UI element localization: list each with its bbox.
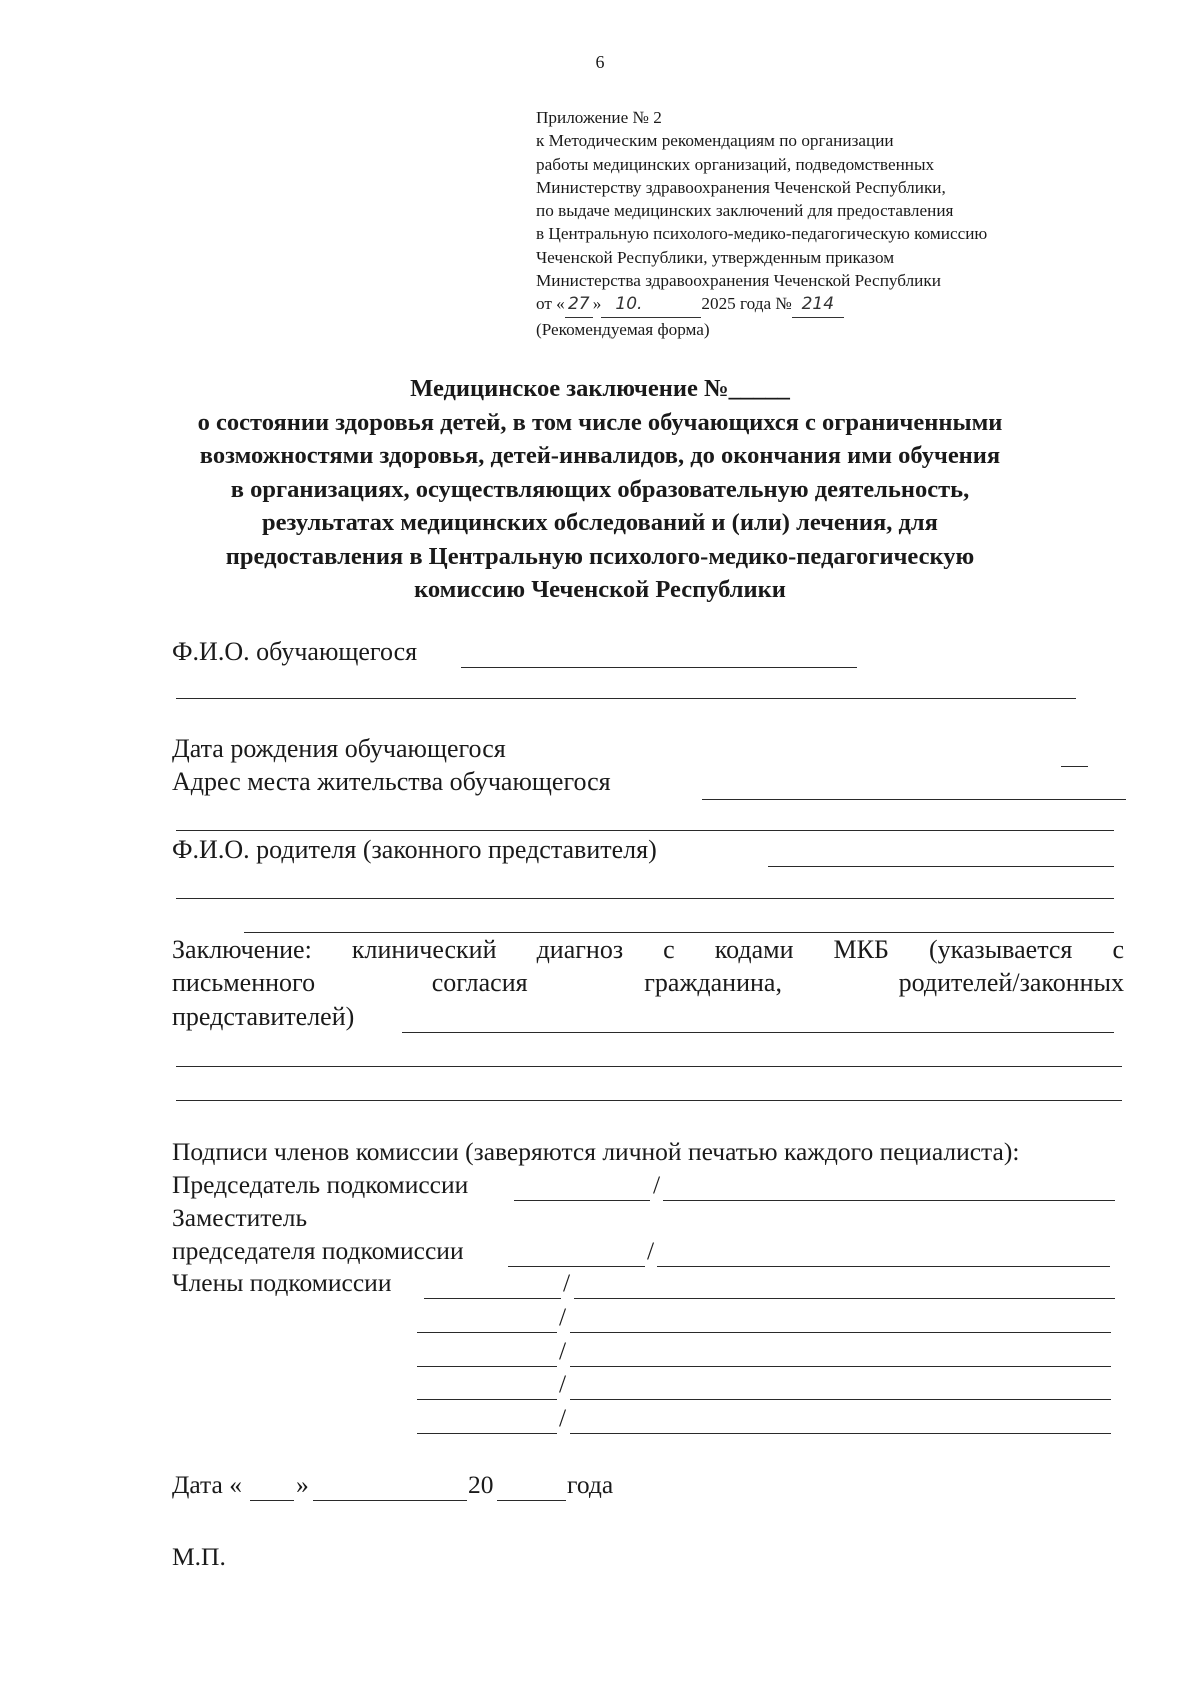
appendix-line: Министерству здравоохранения Чеченской Республики, [536,177,946,197]
member-name-line[interactable] [574,1298,1115,1299]
member-signature-line[interactable] [417,1433,557,1434]
member-name-line[interactable] [570,1366,1111,1367]
conclusion-word: родителей/законных [898,968,1124,997]
conclusion-input-line[interactable] [402,1032,1114,1033]
date-year-line[interactable] [497,1500,566,1501]
order-prefix: от « [536,294,565,314]
appendix-header [536,106,1136,341]
conclusion-input-line-3[interactable] [176,1100,1122,1101]
member-name-line[interactable] [570,1332,1111,1333]
deputy-name-line[interactable] [657,1266,1110,1267]
member-slash: / [559,1302,567,1331]
document-title [150,372,1050,607]
appendix-line: Чеченской Республики, утвержденным приказом [536,247,895,267]
conclusion-line-3: представителей) [172,1002,355,1031]
members-label: Члены подкомиссии [172,1268,392,1297]
conclusion-word: письменного [172,968,316,997]
title-line: о состоянии здоровья детей, в том числе обучающихся с ограниченными [197,408,1003,436]
student-name-input-line-2[interactable] [176,698,1076,699]
conclusion-line-2 [172,968,1124,998]
parent-name-input-line-3[interactable] [244,932,1114,933]
parent-name-label: Ф.И.О. родителя (законного представителя) [172,835,657,864]
order-number-handwritten: 214 [792,293,844,317]
chairman-signature-line[interactable] [514,1200,650,1201]
conclusion-line-1 [172,935,1124,965]
member-signature-line[interactable] [417,1332,557,1333]
signatures-heading: Подписи членов комиссии (заверяются личной печатью каждого пециалиста): [172,1137,1020,1166]
order-day-handwritten: 27 [565,293,593,317]
parent-name-input-line-2[interactable] [176,898,1114,899]
member-name-line[interactable] [570,1433,1111,1434]
deputy-signature-line[interactable] [508,1266,645,1267]
member-slash: / [563,1268,571,1297]
member-slash: / [559,1403,567,1432]
birth-date-input-line[interactable] [1061,766,1088,767]
conclusion-word: (указывается [929,935,1073,964]
deputy-slash: / [647,1236,655,1265]
member-signature-line[interactable] [417,1399,557,1400]
title-line: результатах медицинских обследований и (или) лечения, для [262,509,938,536]
title-line: предоставления в Центральную психолого-медико-педагогическую [225,542,975,570]
deputy-label-2: председателя подкомиссии [172,1236,464,1265]
member-slash: / [559,1369,567,1398]
address-label: Адрес места жительства обучающегося [172,767,611,796]
conclusion-word: гражданина, [644,968,782,997]
member-name-line[interactable] [570,1399,1111,1400]
student-name-label: Ф.И.О. обучающегося [172,637,418,666]
parent-name-input-line[interactable] [768,866,1114,867]
date-close-quote: » [296,1470,309,1499]
member-slash: / [559,1336,567,1365]
date-year-suffix: года [567,1470,614,1499]
conclusion-input-line-2[interactable] [176,1066,1122,1067]
conclusion-word: клинический [351,935,497,964]
date-prefix: Дата « [172,1470,242,1499]
order-month-handwritten: 10. [601,293,701,317]
birth-date-label: Дата рождения обучающегося [172,734,506,763]
appendix-line: в Центральную психолого-медико-педагогическую комиссию [536,224,988,244]
conclusion-word: диагноз [536,935,624,964]
title-line: возможностями здоровья, детей-инвалидов, до окончания ими обучения [199,442,1001,469]
member-signature-line[interactable] [417,1366,557,1367]
page-number: 6 [595,52,605,72]
conclusion-word: согласия [431,968,528,997]
address-input-line[interactable] [702,799,1126,800]
address-input-line-2[interactable] [176,830,1114,831]
appendix-line: Министерства здравоохранения Чеченской Республики [536,271,941,291]
title-line: комиссию Чеченской Республики [414,576,786,603]
appendix-line: работы медицинских организаций, подведомственных [536,154,935,174]
appendix-line: по выдаче медицинских заключений для предоставления [536,201,954,221]
deputy-label-1: Заместитель [172,1203,308,1232]
order-quote-close: » [592,294,602,314]
chairman-slash: / [653,1170,661,1199]
conclusion-word: с [1112,935,1124,964]
chairman-label: Председатель подкомиссии [172,1170,469,1199]
recommended-form-label: (Рекомендуемая форма) [536,319,710,339]
appendix-line: Приложение № 2 [536,108,662,127]
date-month-line[interactable] [313,1500,467,1501]
conclusion-word: МКБ [833,935,889,964]
stamp-place-label: М.П. [172,1542,226,1571]
date-century: 20 [468,1470,494,1499]
title-line: в организациях, осуществляющих образовательную деятельность, [230,475,970,503]
order-year-text: 2025 года № [701,294,792,314]
student-name-input-line[interactable] [461,667,857,668]
conclusion-word: кодами [714,935,794,964]
title-line: Медицинское заключение №_____ [410,375,790,402]
appendix-line: к Методическим рекомендациям по организации [536,131,894,151]
order-date-line [536,292,1136,317]
chairman-name-line[interactable] [663,1200,1115,1201]
date-day-line[interactable] [250,1500,294,1501]
conclusion-word: Заключение: [172,935,312,964]
conclusion-word: с [663,935,675,964]
member-signature-line[interactable] [424,1298,561,1299]
